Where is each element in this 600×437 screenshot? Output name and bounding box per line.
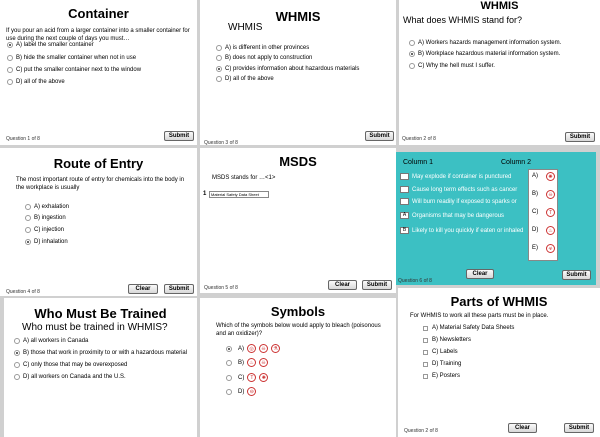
- letter-a: A): [532, 173, 538, 179]
- radio-icon[interactable]: [216, 76, 222, 82]
- option-d[interactable]: [14, 374, 126, 380]
- checkbox-icon[interactable]: [423, 338, 428, 343]
- question-text: If you pour an acid from a larger container into a smaller container for use during the next couple of days you must…: [6, 28, 190, 42]
- question-number: Question 1 of 8: [6, 136, 40, 142]
- match-text: May explode if container is punctured: [412, 173, 512, 180]
- panel-subtitle: WHMIS: [228, 22, 263, 33]
- option-label: B): [238, 359, 244, 366]
- panel-route-of-entry: [0, 148, 197, 296]
- letter-b: B): [532, 191, 538, 197]
- radio-icon[interactable]: [25, 239, 31, 245]
- toxic-effects-icon: T: [247, 373, 256, 382]
- submit-button[interactable]: Submit: [362, 280, 392, 290]
- question-text: Who must be trained in WHMIS?: [22, 322, 168, 333]
- question-number: Question 5 of 8: [204, 285, 238, 291]
- checkbox-icon[interactable]: [423, 326, 428, 331]
- letter-d: D): [532, 227, 539, 233]
- explosion-icon: ✺: [546, 172, 555, 181]
- option-label: C): [238, 374, 245, 381]
- option-label: A) Workers hazards management information system.: [418, 40, 562, 46]
- checkbox-icon[interactable]: [423, 362, 428, 367]
- flame-icon: ♨: [546, 226, 555, 235]
- radio-icon[interactable]: [14, 350, 20, 356]
- match-text: Cause long term effects such as cancer: [412, 186, 518, 193]
- symbol-column: [528, 169, 558, 261]
- radio-icon[interactable]: [7, 79, 13, 85]
- option-label: A) exhalation: [34, 204, 70, 210]
- question-text: What does WHMIS stand for?: [403, 15, 523, 25]
- option-c[interactable]: [226, 373, 268, 382]
- option-a[interactable]: [25, 204, 69, 210]
- radio-icon[interactable]: [226, 389, 232, 395]
- radio-icon[interactable]: [226, 360, 232, 366]
- match-box[interactable]: A: [400, 212, 409, 219]
- option-c[interactable]: [14, 362, 127, 368]
- match-row: [400, 173, 511, 180]
- option-label: C) injection: [34, 227, 65, 233]
- match-box[interactable]: [400, 186, 409, 193]
- option-label: C) Why the hell must I suffer.: [418, 63, 495, 69]
- radio-icon[interactable]: [226, 375, 232, 381]
- option-d[interactable]: [423, 361, 461, 367]
- question-text: MSDS stands for …<1>: [212, 175, 276, 181]
- panel-title: Route of Entry: [53, 156, 144, 171]
- radio-icon[interactable]: [216, 55, 222, 61]
- radio-icon[interactable]: [409, 40, 415, 46]
- option-label: C) provides information about hazardous materials: [225, 66, 360, 72]
- option-b[interactable]: [216, 55, 312, 61]
- radio-icon[interactable]: [25, 204, 31, 210]
- submit-button[interactable]: Submit: [164, 131, 194, 141]
- option-label: A) all workers in Canada: [23, 338, 89, 344]
- option-label: D) inhalation: [34, 239, 68, 245]
- answer-number: 1: [203, 191, 207, 197]
- radio-icon[interactable]: [409, 51, 415, 57]
- option-label: D) Training: [432, 361, 462, 367]
- option-label: B) Workplace hazardous material information system.: [418, 51, 561, 57]
- radio-icon[interactable]: [216, 45, 222, 51]
- letter-c: C): [532, 209, 539, 215]
- option-label: D) all of the above: [16, 79, 65, 85]
- flame-icon: ♨: [247, 358, 256, 367]
- option-label: A) label the smaller container: [16, 42, 94, 48]
- question-text: The most important route of entry for chemicals into the body in the workplace is usually: [16, 177, 185, 191]
- cylinder-icon: ⊖: [247, 387, 256, 396]
- answer-input[interactable]: Material Safety Data Sheet: [209, 191, 269, 198]
- option-a[interactable]: [216, 45, 309, 51]
- question-number: Question 4 of 8: [6, 289, 40, 295]
- skull-icon: ☠: [546, 190, 555, 199]
- option-a[interactable]: [7, 42, 94, 48]
- panel-symbols: [200, 298, 396, 437]
- panel-title: WHMIS: [480, 0, 519, 12]
- option-d[interactable]: [7, 79, 65, 85]
- clear-button[interactable]: Clear: [508, 423, 537, 433]
- clear-button[interactable]: Clear: [328, 280, 357, 290]
- option-label: B) Newsletters: [432, 337, 472, 343]
- question-number: Question 6 of 8: [398, 278, 432, 284]
- option-d[interactable]: [216, 76, 274, 82]
- option-label: B) hide the smaller container when not in use: [16, 55, 137, 61]
- match-row: [400, 212, 504, 219]
- option-d[interactable]: [226, 387, 256, 396]
- option-a[interactable]: [14, 338, 88, 344]
- submit-button[interactable]: Submit: [565, 132, 595, 142]
- option-label: C) only those that may be overexposed: [23, 362, 128, 368]
- panel-title: MSDS: [279, 154, 317, 169]
- letter-e: E): [532, 245, 538, 251]
- radio-icon[interactable]: [7, 67, 13, 73]
- corrosive-icon: ⚗: [271, 344, 280, 353]
- option-e[interactable]: [423, 373, 460, 379]
- radio-icon[interactable]: [25, 215, 31, 221]
- radio-icon[interactable]: [14, 374, 20, 380]
- match-text: Likely to kill you quickly if eaten or inhaled: [412, 227, 524, 234]
- panel-whmis-1: [200, 0, 396, 145]
- panel-matching: [396, 152, 596, 285]
- match-row: [400, 227, 523, 234]
- panel-title: Symbols: [270, 304, 326, 319]
- option-b[interactable]: [226, 358, 268, 367]
- match-text: Organisms that may be dangerous: [412, 212, 505, 219]
- option-c[interactable]: [216, 66, 359, 72]
- toxic-effects-icon: T: [546, 208, 555, 217]
- match-box[interactable]: B: [400, 227, 409, 234]
- question-number: Question 2 of 8: [404, 428, 438, 434]
- panel-whmis-2: [399, 0, 600, 145]
- option-label: C) Labels: [432, 349, 458, 355]
- option-label: B) those that work in proximity to or with a hazardous material: [23, 350, 188, 356]
- biohazard-icon: ☣: [546, 244, 555, 253]
- option-label: E) Posters: [432, 373, 461, 379]
- question-number: Question 3 of 8: [204, 140, 238, 145]
- radio-icon[interactable]: [226, 346, 232, 352]
- panel-title: Who Must Be Trained: [34, 306, 167, 321]
- radio-icon[interactable]: [216, 66, 222, 72]
- radio-icon[interactable]: [14, 338, 20, 344]
- radio-icon[interactable]: [7, 42, 13, 48]
- option-label: C) put the smaller container next to the window: [16, 67, 142, 73]
- panel-parts-of-whmis: [398, 288, 600, 437]
- clear-button[interactable]: Clear: [466, 269, 494, 279]
- skull-icon: ☠: [259, 358, 268, 367]
- submit-button[interactable]: Submit: [564, 423, 594, 433]
- option-c[interactable]: [25, 227, 64, 233]
- option-label: D) all of the above: [225, 76, 274, 82]
- option-c[interactable]: [409, 63, 495, 69]
- radio-icon[interactable]: [7, 55, 13, 61]
- option-label: B) ingestion: [34, 215, 66, 221]
- option-c[interactable]: [7, 67, 141, 73]
- panel-msds: [200, 148, 396, 293]
- option-label: A) Material Safety Data Sheets: [432, 325, 515, 331]
- panel-container: [0, 0, 197, 145]
- option-c[interactable]: [423, 349, 458, 355]
- oxidizer-icon: ◎: [247, 344, 256, 353]
- panel-title: Container: [68, 6, 129, 21]
- submit-button[interactable]: Submit: [562, 270, 591, 280]
- column-1-label: Column 1: [403, 159, 433, 166]
- option-d[interactable]: [25, 239, 68, 245]
- match-row: [400, 198, 517, 205]
- submit-button[interactable]: Submit: [365, 131, 394, 141]
- question-text: Which of the symbols below would apply to bleach (poisonous and an oxidizer)?: [216, 323, 381, 337]
- clear-button[interactable]: Clear: [128, 284, 158, 294]
- option-b[interactable]: [423, 337, 471, 343]
- option-label: A): [238, 345, 244, 352]
- question-number: Question 2 of 8: [402, 136, 436, 142]
- radio-icon[interactable]: [14, 362, 20, 368]
- explosion-icon: ✺: [259, 373, 268, 382]
- skull-icon: ☠: [259, 344, 268, 353]
- panel-title: Parts of WHMIS: [450, 294, 548, 309]
- radio-icon[interactable]: [409, 63, 415, 69]
- radio-icon[interactable]: [25, 227, 31, 233]
- option-label: D): [238, 388, 245, 395]
- submit-button[interactable]: Submit: [164, 284, 194, 294]
- match-row: [400, 186, 517, 193]
- option-a[interactable]: [226, 344, 280, 353]
- option-a[interactable]: [423, 325, 514, 331]
- option-label: B) does not apply to construction: [225, 55, 313, 61]
- option-a[interactable]: [409, 40, 561, 46]
- option-b[interactable]: [25, 215, 66, 221]
- match-box[interactable]: [400, 173, 409, 180]
- option-label: A) is different in other provinces: [225, 45, 310, 51]
- panel-who-must-be-trained: [4, 298, 197, 437]
- match-text: Will burn readily if exposed to sparks or: [412, 198, 517, 205]
- option-b[interactable]: [409, 51, 560, 57]
- option-b[interactable]: [7, 55, 136, 61]
- checkbox-icon[interactable]: [423, 350, 428, 355]
- question-text: For WHMIS to work all these parts must be in place.: [410, 313, 549, 319]
- checkbox-icon[interactable]: [423, 374, 428, 379]
- panel-title: WHMIS: [275, 9, 321, 24]
- column-2-label: Column 2: [501, 159, 531, 166]
- option-b[interactable]: [14, 350, 187, 356]
- match-box[interactable]: [400, 198, 409, 205]
- option-label: D) all workers on Canada and the U.S.: [23, 374, 126, 380]
